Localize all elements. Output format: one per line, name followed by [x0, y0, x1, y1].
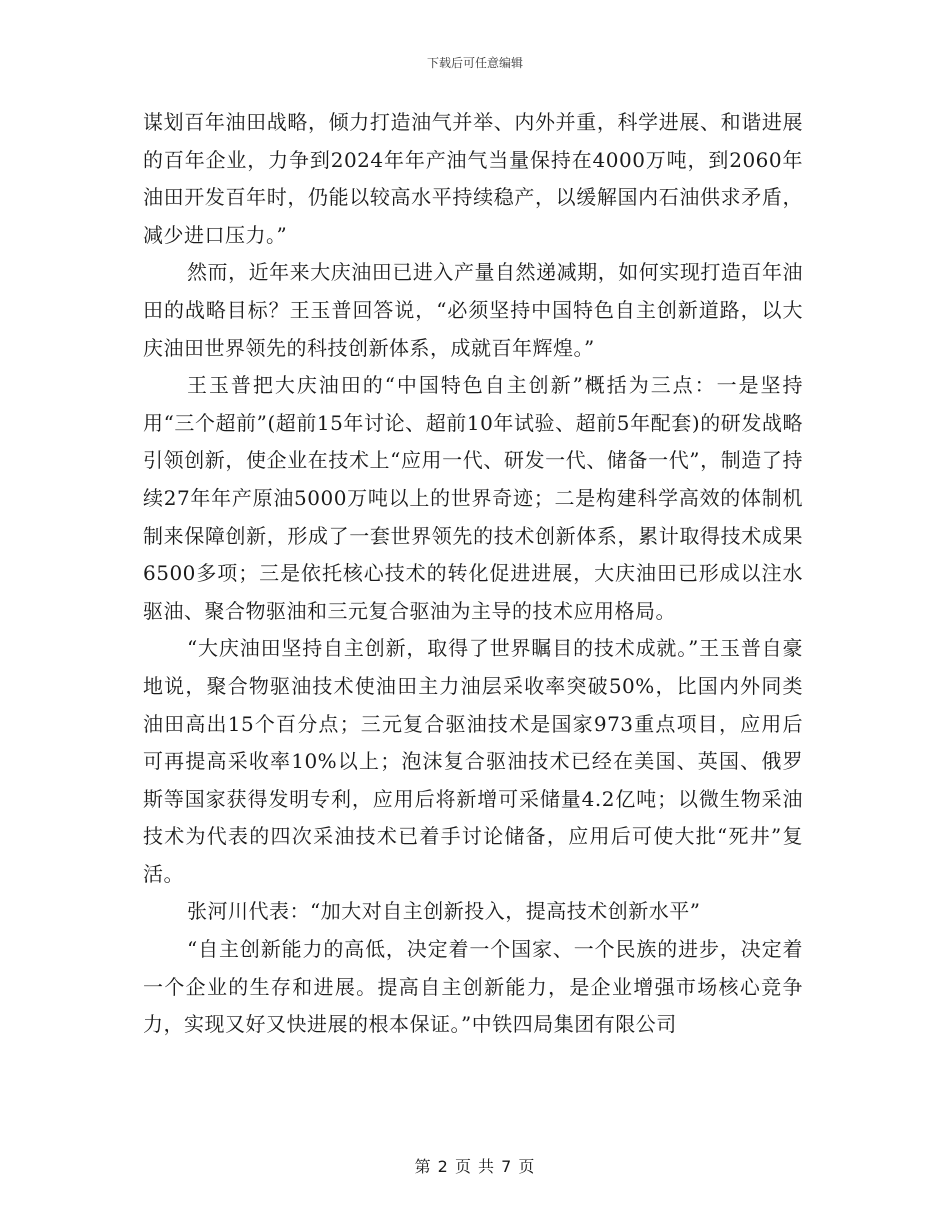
document-body	[143, 104, 803, 1044]
page-header: 下载后可任意编辑	[426, 56, 523, 70]
section-heading: 张河川代表：“加大对自主创新投入，提高技术创新水平”	[187, 899, 701, 924]
paragraph: “大庆油田坚持自主创新，取得了世界瞩目的技术成就。”王玉普自豪地说，聚合物驱油技术使油田主力油层采收率突破50%，比国内外同类油田高出15个百分点；三元复合驱油技术是国家973重点项目，应用后可再提高采收率10%以上；泡沫复合驱油技术已经在美国、英国、俄罗斯等国家获得发明专利，应用后将新增可采储量4.2亿吨；以微生物采油技术为代表的四次采油技术已着手讨论储备，应用后可使大批“死井”复活。	[143, 636, 803, 886]
paragraph: “自主创新能力的高低，决定着一个国家、一个民族的进步，决定着一个企业的生存和进展。提高自主创新能力，是企业增强市场核心竞争力，实现又好又快进展的根本保证。”中铁四局集团有限公司	[143, 937, 803, 1037]
page-number: 第 2 页 共 7 页	[414, 1157, 536, 1176]
paragraph: 王玉普把大庆油田的“中国特色自主创新”概括为三点：一是坚持用“三个超前”(超前15年讨论、超前10年试验、超前5年配套)的研发战略引领创新，使企业在技术上“应用一代、研发一代、储备一代”，制造了持续27年年产原油5000万吨以上的世界奇迹；二是构建科学高效的体制机制来保障创新，形成了一套世界领先的技术创新体系，累计取得技术成果6500多项；三是依托核心技术的转化促进进展，大庆油田已形成以注水驱油、聚合物驱油和三元复合驱油为主导的技术应用格局。	[143, 373, 803, 623]
paragraph: 然而，近年来大庆油田已进入产量自然递减期，如何实现打造百年油田的战略目标？王玉普回答说，“必须坚持中国特色自主创新道路，以大庆油田世界领先的科技创新体系，成就百年辉煌。”	[143, 260, 803, 360]
paragraph: 谋划百年油田战略，倾力打造油气并举、内外并重，科学进展、和谐进展的百年企业，力争到2024年年产油气当量保持在4000万吨，到2060年油田开发百年时，仍能以较高水平持续稳产，以缓解国内石油供求矛盾，减少进口压力。”	[143, 110, 803, 247]
